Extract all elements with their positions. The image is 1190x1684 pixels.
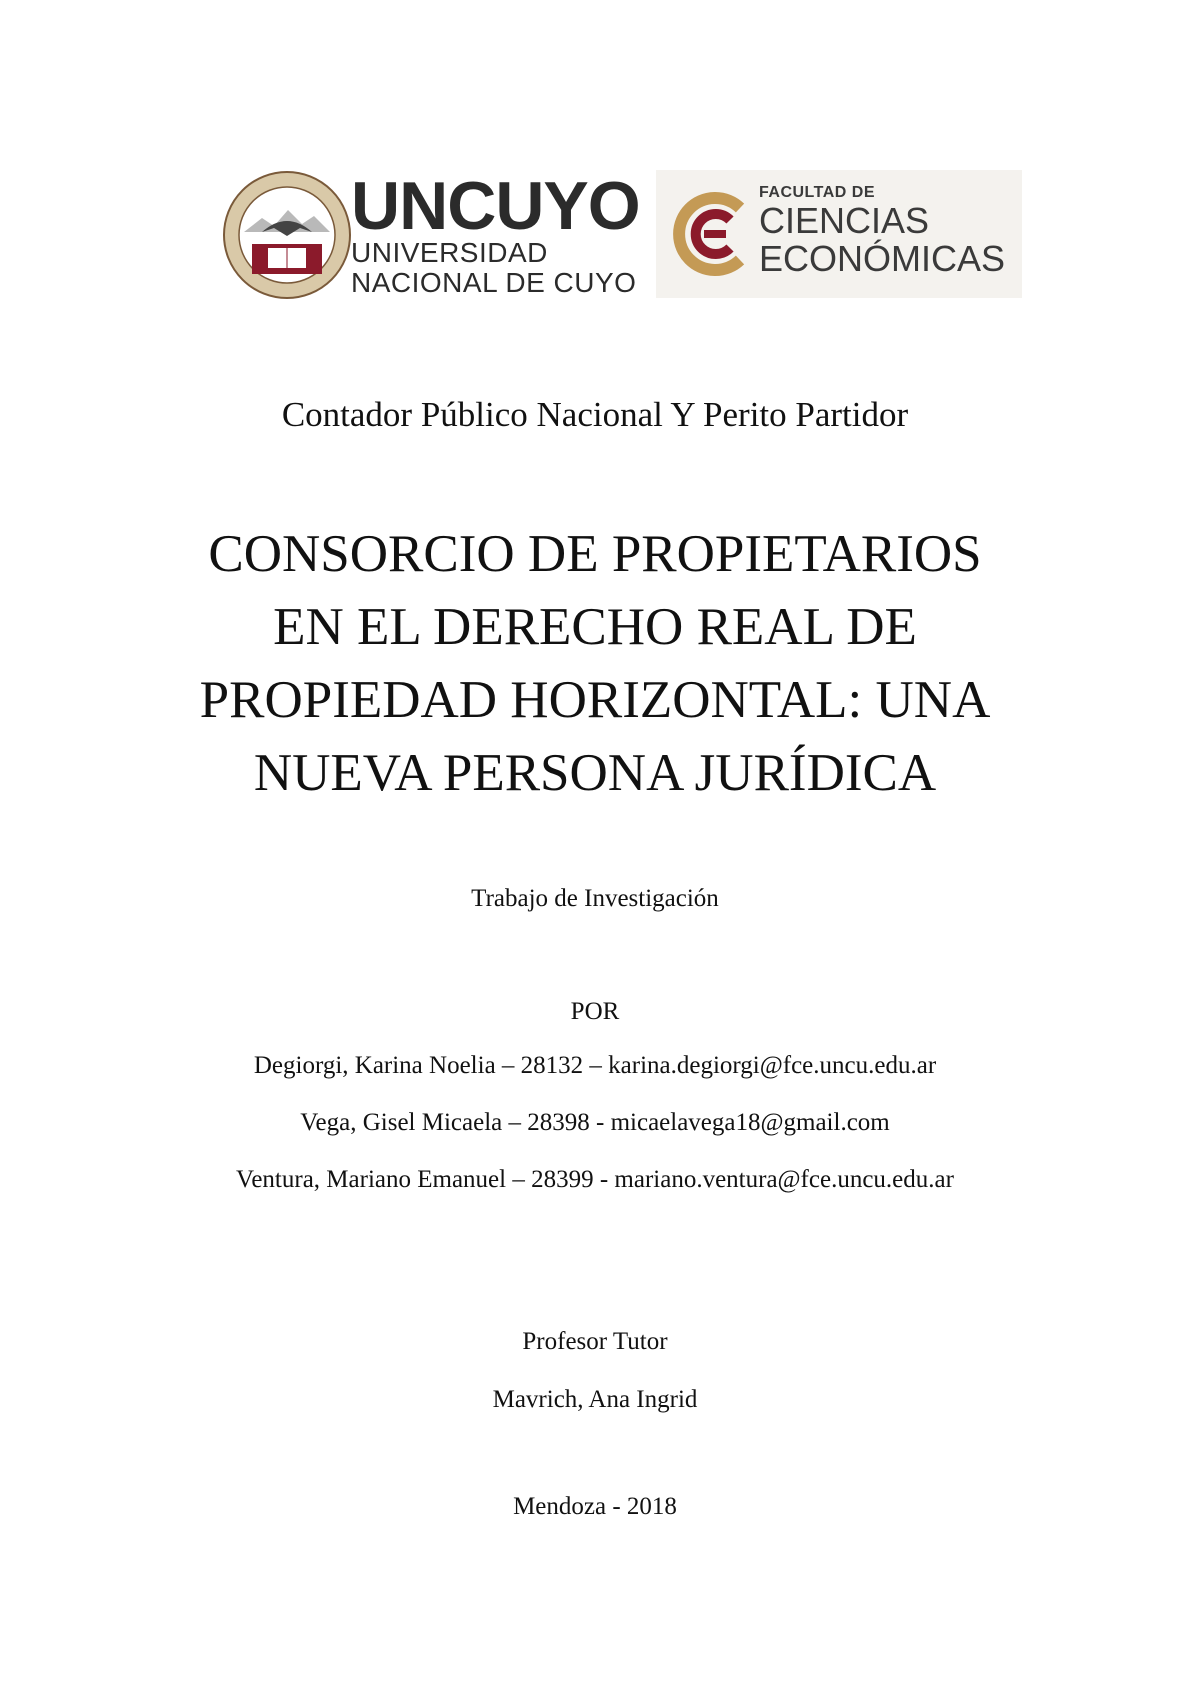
place-date: Mendoza - 2018 bbox=[513, 1493, 677, 1520]
title-line: PROPIEDAD HORIZONTAL: UNA bbox=[199, 671, 991, 729]
fce-logo-line2: CIENCIAS bbox=[759, 200, 930, 241]
por-label: POR bbox=[570, 998, 620, 1025]
fce-mark-icon bbox=[668, 192, 752, 276]
tutor-label: Profesor Tutor bbox=[522, 1328, 668, 1355]
fce-logo bbox=[656, 170, 1022, 298]
thesis-title bbox=[0, 518, 1190, 810]
title-line: NUEVA PERSONA JURÍDICA bbox=[253, 744, 937, 802]
author-entry: Ventura, Mariano Emanuel – 28399 - mariano.ventura@fce.uncu.edu.ar bbox=[236, 1166, 954, 1193]
fce-logo-line3: ECONÓMICAS bbox=[759, 238, 1006, 279]
header-logos bbox=[222, 170, 1022, 300]
uncuyo-logo bbox=[351, 168, 641, 298]
title-line: CONSORCIO DE PROPIETARIOS bbox=[208, 525, 982, 583]
uncuyo-logo-line2: NACIONAL DE CUYO bbox=[351, 267, 637, 298]
authors-list bbox=[0, 1052, 1190, 1223]
fce-logo-line1: FACULTAD DE bbox=[759, 184, 876, 201]
uncuyo-logo-line1: UNIVERSIDAD bbox=[351, 237, 548, 268]
university-seal-icon bbox=[222, 170, 352, 300]
uncuyo-logo-name: UNCUYO bbox=[351, 168, 640, 244]
title-line: EN EL DERECHO REAL DE bbox=[273, 598, 917, 656]
author-entry: Degiorgi, Karina Noelia – 28132 – karina.degiorgi@fce.uncu.edu.ar bbox=[253, 1052, 937, 1079]
author-entry: Vega, Gisel Micaela – 28398 - micaelavega18@gmail.com bbox=[300, 1109, 890, 1136]
tutor-name: Mavrich, Ana Ingrid bbox=[492, 1386, 698, 1413]
document-type: Trabajo de Investigación bbox=[471, 885, 719, 912]
career-name: Contador Público Nacional Y Perito Partidor bbox=[281, 395, 909, 434]
